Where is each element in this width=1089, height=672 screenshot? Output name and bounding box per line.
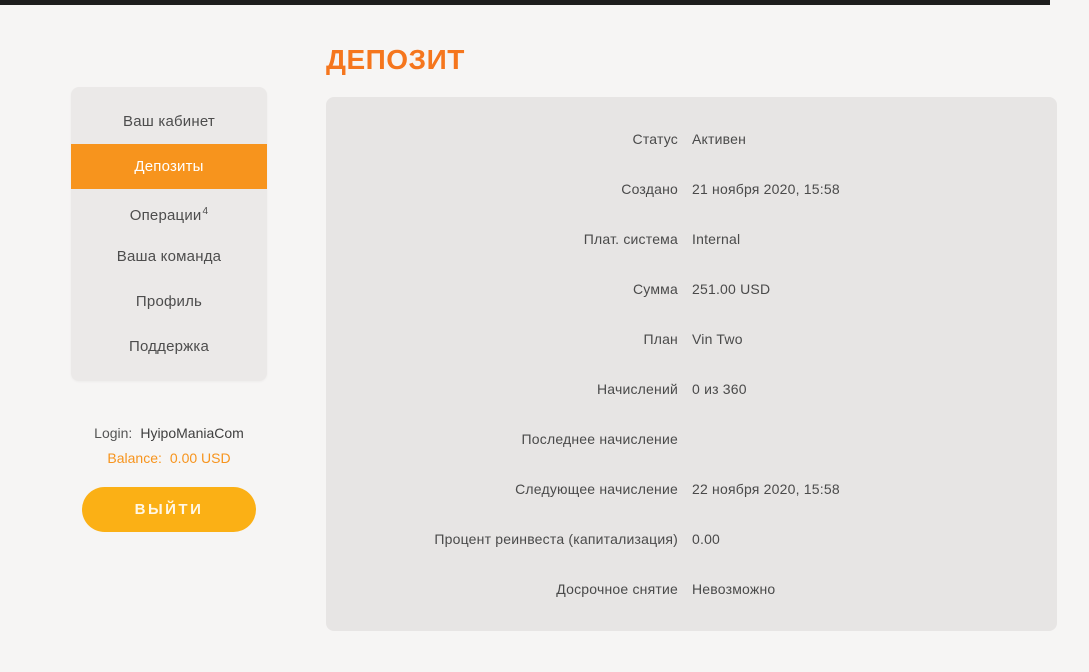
detail-row-created — [326, 164, 1057, 214]
detail-row-payment-system — [326, 214, 1057, 264]
detail-label: Сумма — [633, 281, 678, 297]
page-title: ДЕПОЗИТ — [326, 44, 465, 75]
balance-label: Balance: — [107, 450, 162, 466]
detail-label: Последнее начисление — [521, 431, 678, 447]
detail-label: Создано — [621, 181, 678, 197]
login-value: HyipoManiaCom — [140, 425, 244, 441]
detail-row-next-accrual — [326, 464, 1057, 514]
detail-label: Следующее начисление — [515, 481, 678, 497]
detail-label: Процент реинвеста (капитализация) — [434, 531, 678, 547]
detail-row-accruals — [326, 364, 1057, 414]
detail-row-reinvest-percent — [326, 514, 1057, 564]
sidebar-item-cabinet[interactable]: Ваш кабинет — [123, 113, 215, 130]
detail-value: 251.00 USD — [692, 281, 771, 297]
detail-row-plan — [326, 314, 1057, 364]
sidebar-nav — [71, 87, 267, 381]
detail-value: 0.00 — [692, 531, 721, 547]
detail-label: Досрочное снятие — [556, 581, 678, 597]
sidebar-item-support[interactable]: Поддержка — [128, 338, 210, 355]
account-info — [71, 425, 267, 466]
detail-label: Статус — [632, 131, 678, 147]
logout-button[interactable]: ВЫЙТИ — [82, 487, 256, 532]
detail-row-amount — [326, 264, 1057, 314]
detail-label: План — [643, 331, 678, 347]
detail-value: Активен — [692, 131, 747, 147]
sidebar-item-profile[interactable]: Профиль — [135, 293, 203, 310]
login-label: Login: — [94, 425, 133, 441]
balance-line — [71, 450, 267, 466]
detail-label: Плат. система — [583, 231, 678, 247]
sidebar-item-team[interactable]: Ваша команда — [116, 248, 222, 265]
sidebar-item-operations[interactable] — [71, 189, 267, 234]
detail-value: 21 ноября 2020, 15:58 — [692, 181, 840, 197]
detail-row-last-accrual — [326, 414, 1057, 464]
operations-count-badge: 4 — [202, 206, 209, 217]
detail-value: 0 из 360 — [692, 381, 747, 397]
detail-row-status — [326, 114, 1057, 164]
detail-row-early-withdrawal — [326, 564, 1057, 614]
login-line — [71, 425, 267, 441]
detail-value: Невозможно — [692, 581, 776, 597]
sidebar-item-deposits[interactable]: Депозиты — [71, 144, 267, 189]
balance-value: 0.00 USD — [169, 450, 231, 466]
sidebar-item-operations-label: Операции — [129, 207, 202, 224]
detail-label: Начислений — [596, 381, 678, 397]
detail-value: Vin Two — [692, 331, 743, 347]
detail-value: 22 ноября 2020, 15:58 — [692, 481, 840, 497]
top-accent-bar — [0, 0, 1050, 5]
detail-value: Internal — [692, 231, 741, 247]
deposit-details-panel — [326, 97, 1057, 631]
